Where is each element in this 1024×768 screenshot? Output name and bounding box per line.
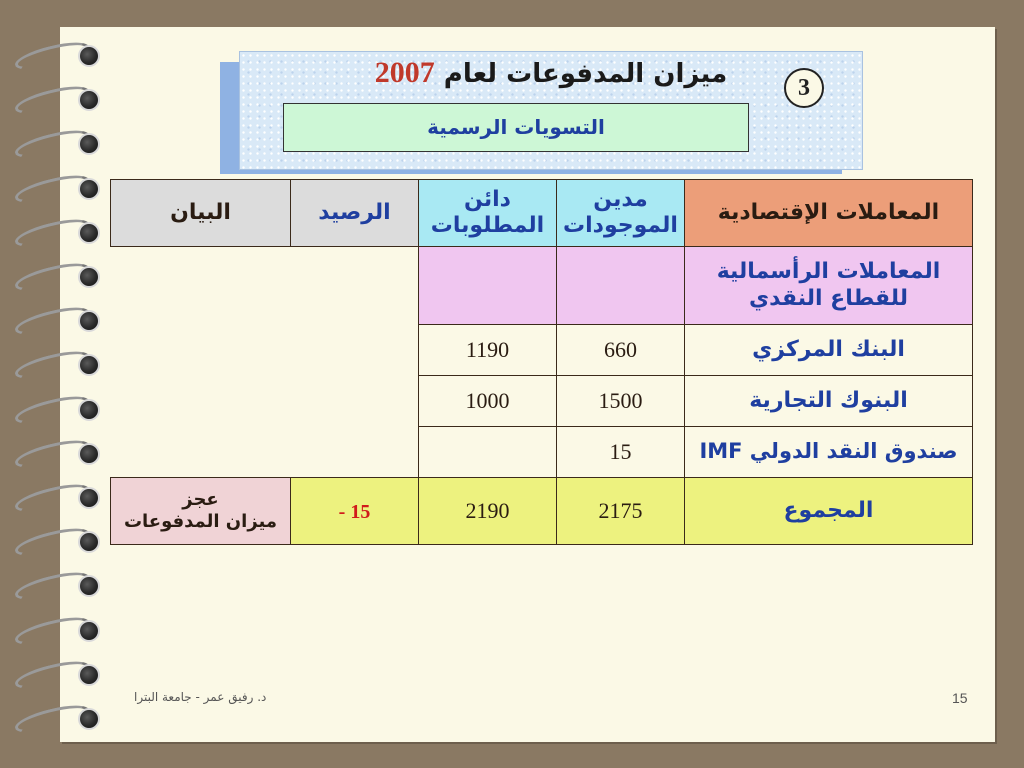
binding-hole <box>78 708 100 730</box>
capital-label-cell <box>685 247 973 325</box>
total-row <box>111 478 973 545</box>
commercial-banks-debit: 1500 <box>557 376 685 427</box>
total-credit: 2190 <box>419 478 557 545</box>
central-bank-debit: 660 <box>557 325 685 376</box>
capital-label-line2: للقطاع النقدي <box>749 285 908 311</box>
table-header-row <box>111 180 973 247</box>
capital-debit-cell <box>557 247 685 325</box>
spiral-ring <box>0 175 110 199</box>
header-credit-line2: المطلوبات <box>430 213 545 238</box>
imf-debit: 15 <box>557 427 685 478</box>
binding-hole <box>78 531 100 553</box>
total-label: المجموع <box>685 478 973 545</box>
binding-hole <box>78 443 100 465</box>
page-number: 15 <box>952 690 968 706</box>
binding-hole <box>78 575 100 597</box>
total-balance <box>291 478 419 545</box>
spiral-ring <box>0 307 110 331</box>
spiral-ring <box>0 396 110 420</box>
commercial-banks-label: البنوك التجارية <box>685 376 973 427</box>
spiral-ring <box>0 42 110 66</box>
binding-hole <box>78 664 100 686</box>
imf-label: صندوق النقد الدولي IMF <box>685 427 973 478</box>
binding-hole <box>78 399 100 421</box>
title-year: 2007 <box>374 56 435 89</box>
header-transactions: المعاملات الإقتصادية <box>685 180 973 247</box>
spiral-ring <box>0 484 110 508</box>
spiral-binding <box>0 0 110 768</box>
spiral-ring <box>0 661 110 685</box>
total-balance-value: - 15 <box>338 500 371 523</box>
deficit-line2: ميزان المدفوعات <box>123 511 278 532</box>
header-credit-line1: دائن <box>464 186 511 212</box>
title-text: ميزان المدفوعات لعام <box>443 59 728 89</box>
central-bank-label: البنك المركزي <box>685 325 973 376</box>
deficit-description <box>111 478 291 545</box>
binding-hole <box>78 178 100 200</box>
commercial-banks-credit: 1000 <box>419 376 557 427</box>
imf-credit <box>419 427 557 478</box>
header-debit-line1: مدين <box>593 186 648 212</box>
binding-hole <box>78 354 100 376</box>
spiral-ring <box>0 572 110 596</box>
empty-cell <box>111 247 419 478</box>
slide-title <box>240 56 862 90</box>
spiral-ring <box>0 263 110 287</box>
binding-hole <box>78 620 100 642</box>
capital-credit-cell <box>419 247 557 325</box>
binding-hole <box>78 222 100 244</box>
header-debit-line2: الموجودات <box>563 213 678 238</box>
header-description: البيان <box>111 180 291 247</box>
spiral-ring <box>0 528 110 552</box>
binding-hole <box>78 266 100 288</box>
spiral-ring <box>0 130 110 154</box>
table-row <box>111 247 973 325</box>
slide-header <box>239 51 863 170</box>
spiral-ring <box>0 440 110 464</box>
total-debit: 2175 <box>557 478 685 545</box>
spiral-ring <box>0 705 110 729</box>
slide-number-badge: 3 <box>784 68 824 108</box>
binding-hole <box>78 89 100 111</box>
binding-hole <box>78 133 100 155</box>
spiral-ring <box>0 219 110 243</box>
balance-of-payments-table <box>110 179 973 545</box>
deficit-line1: عجز <box>182 489 219 511</box>
slide-subtitle: التسويات الرسمية <box>283 103 749 152</box>
footer-author: د. رفيق عمر - جامعة البترا <box>134 690 267 704</box>
spiral-ring <box>0 351 110 375</box>
header-balance: الرصيد <box>291 180 419 247</box>
header-credit <box>419 180 557 247</box>
binding-hole <box>78 310 100 332</box>
binding-hole <box>78 487 100 509</box>
spiral-ring <box>0 617 110 641</box>
spiral-ring <box>0 86 110 110</box>
central-bank-credit: 1190 <box>419 325 557 376</box>
capital-label-line1: المعاملات الرأسمالية <box>716 259 941 285</box>
header-debit <box>557 180 685 247</box>
binding-hole <box>78 45 100 67</box>
